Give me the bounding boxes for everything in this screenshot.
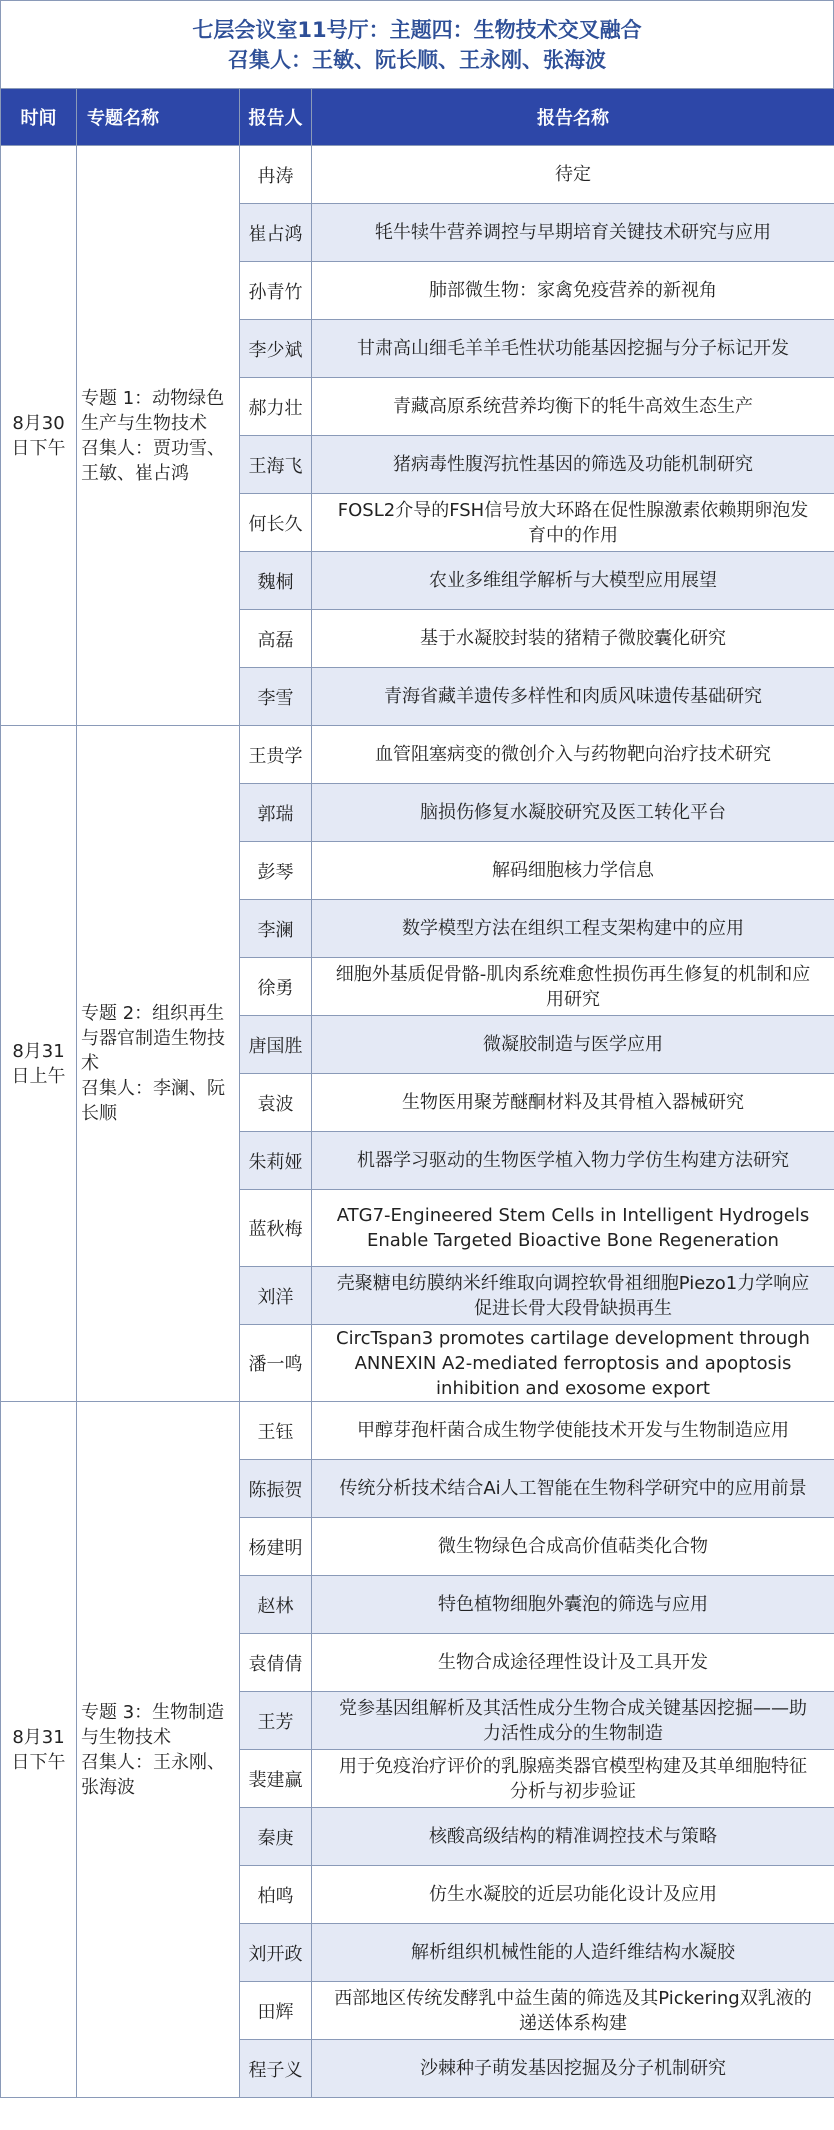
report-title — [312, 378, 834, 436]
report-title — [312, 726, 834, 784]
column-header-report: 报告名称 — [312, 89, 834, 146]
report-title-text: 用于免疫治疗评价的乳腺癌类器官模型构建及其单细胞特征 — [339, 1755, 807, 1777]
session-topic-text: 王敏、崔占鸿 — [81, 462, 189, 484]
column-header-topic: 专题名称 — [77, 89, 240, 146]
report-title — [312, 1982, 834, 2040]
report-title-text: 育中的作用 — [528, 524, 618, 546]
speaker-name: 袁波 — [240, 1074, 312, 1132]
speaker-name: 何长久 — [240, 494, 312, 552]
session-topic-text: 张海波 — [81, 1776, 135, 1798]
speaker-name: 孙青竹 — [240, 262, 312, 320]
speaker-name: 程子义 — [240, 2040, 312, 2098]
speaker-name: 刘开政 — [240, 1924, 312, 1982]
session-time-text: 日下午 — [11, 437, 66, 459]
report-title-text: 生物医用聚芳醚酮材料及其骨植入器械研究 — [402, 1092, 744, 1113]
report-title — [312, 204, 834, 262]
report-title-text: 待定 — [555, 164, 591, 185]
report-title-text: 微生物绿色合成高价值萜类化合物 — [438, 1536, 708, 1557]
speaker-name: 陈振贺 — [240, 1460, 312, 1518]
report-title-text: 核酸高级结构的精准调控技术与策略 — [429, 1826, 717, 1847]
session-topic-text: 召集人：贾功雪、 — [81, 437, 225, 459]
table-row — [1, 1402, 834, 1460]
report-title-text: Enable Targeted Bioactive Bone Regeneration — [367, 1230, 779, 1251]
session-topic-text: 与生物技术 — [81, 1726, 171, 1748]
report-title-text: 脑损伤修复水凝胶研究及医工转化平台 — [420, 802, 726, 823]
speaker-name: 袁倩倩 — [240, 1634, 312, 1692]
report-title — [312, 1016, 834, 1074]
session-topic-text: 专题 2：组织再生 — [81, 1003, 225, 1024]
speaker-name: 杨建明 — [240, 1518, 312, 1576]
table-row — [1, 146, 834, 204]
speaker-name: 唐国胜 — [240, 1016, 312, 1074]
report-title — [312, 1576, 834, 1634]
report-title-text: inhibition and exosome export — [436, 1377, 710, 1399]
report-title — [312, 842, 834, 900]
report-title — [312, 784, 834, 842]
report-title-text: 壳聚糖电纺膜纳米纤维取向调控软骨祖细胞Piezo1力学响应 — [336, 1272, 810, 1294]
session-topic — [77, 1402, 240, 2098]
report-title — [312, 2040, 834, 2098]
report-title — [312, 1866, 834, 1924]
report-title-text: 数学模型方法在组织工程支架构建中的应用 — [402, 918, 744, 939]
session-topic — [77, 146, 240, 726]
session-time-text: 日上午 — [11, 1065, 66, 1087]
report-title — [312, 552, 834, 610]
report-title-text: CircTspan3 promotes cartilage development through — [336, 1327, 810, 1349]
speaker-name: 刘洋 — [240, 1267, 312, 1325]
report-title — [312, 262, 834, 320]
report-title-text: 农业多维组学解析与大模型应用展望 — [429, 570, 717, 591]
speaker-name: 柏鸣 — [240, 1866, 312, 1924]
speaker-name: 王钰 — [240, 1402, 312, 1460]
session-time-text: 8月31 — [12, 1040, 65, 1062]
report-title-text: 青海省藏羊遗传多样性和肉质风味遗传基础研究 — [384, 686, 762, 707]
report-title — [312, 1325, 834, 1402]
speaker-name: 赵林 — [240, 1576, 312, 1634]
report-title-text: 机器学习驱动的生物医学植入物力学仿生构建方法研究 — [357, 1150, 789, 1171]
session-topic-text: 召集人：王永刚、 — [81, 1751, 225, 1773]
report-title — [312, 320, 834, 378]
page-title: 七层会议室11号厅：主题四：生物技术交叉融合 — [192, 18, 642, 42]
report-title — [312, 1924, 834, 1982]
speaker-name: 李澜 — [240, 900, 312, 958]
speaker-name: 冉涛 — [240, 146, 312, 204]
report-title — [312, 610, 834, 668]
report-title-text: 青藏高原系统营养均衡下的牦牛高效生态生产 — [393, 396, 753, 417]
report-title-text: 仿生水凝胶的近层功能化设计及应用 — [429, 1884, 717, 1905]
report-title-text: 传统分析技术结合Ai人工智能在生物科学研究中的应用前景 — [339, 1478, 807, 1499]
speaker-name: 郭瑞 — [240, 784, 312, 842]
report-title-text: 西部地区传统发酵乳中益生菌的筛选及其Pickering双乳液的 — [334, 1987, 812, 2009]
report-title-text: 猪病毒性腹泻抗性基因的筛选及功能机制研究 — [393, 454, 753, 475]
report-title — [312, 146, 834, 204]
speaker-name: 蓝秋梅 — [240, 1190, 312, 1267]
session-topic-text: 与器官制造生物技 — [81, 1028, 225, 1049]
conveners-line: 召集人：王敏、阮长顺、王永刚、张海波 — [228, 48, 606, 72]
schedule-table — [0, 88, 834, 2098]
report-title — [312, 1808, 834, 1866]
session-time — [1, 146, 77, 726]
speaker-name: 李少斌 — [240, 320, 312, 378]
report-title-text: ATG7-Engineered Stem Cells in Intelligent Hydrogels — [336, 1205, 810, 1226]
session-time-text: 8月30 — [12, 412, 65, 434]
report-title — [312, 1402, 834, 1460]
report-title-text: ANNEXIN A2-mediated ferroptosis and apoptosis — [354, 1352, 792, 1374]
speaker-name: 李雪 — [240, 668, 312, 726]
report-title — [312, 1074, 834, 1132]
report-title — [312, 1190, 834, 1267]
report-title — [312, 1460, 834, 1518]
report-title — [312, 1634, 834, 1692]
report-title-text: 分析与初步验证 — [510, 1780, 636, 1802]
report-title-text: 细胞外基质促骨骼-肌肉系统难愈性损伤再生修复的机制和应 — [335, 963, 811, 985]
report-title-text: 力活性成分的生物制造 — [483, 1722, 663, 1744]
session-topic-text: 召集人：李澜、阮 — [81, 1078, 225, 1099]
session-time — [1, 1402, 77, 2098]
session-topic-text: 生产与生物技术 — [81, 412, 207, 434]
session-topic-text: 专题 1：动物绿色 — [81, 387, 225, 409]
report-title-text: 基于水凝胶封装的猪精子微胶囊化研究 — [420, 628, 726, 649]
report-title-text: 肺部微生物：家禽免疫营养的新视角 — [429, 280, 717, 301]
report-title-text: 解码细胞核力学信息 — [492, 860, 654, 881]
speaker-name: 郝力壮 — [240, 378, 312, 436]
report-title — [312, 1750, 834, 1808]
speaker-name: 彭琴 — [240, 842, 312, 900]
speaker-name: 崔占鸿 — [240, 204, 312, 262]
report-title — [312, 900, 834, 958]
column-header-time: 时间 — [1, 89, 77, 146]
speaker-name: 潘一鸣 — [240, 1325, 312, 1402]
speaker-name: 秦庚 — [240, 1808, 312, 1866]
session-time — [1, 726, 77, 1402]
report-title-text: 党参基因组解析及其活性成分生物合成关键基因挖掘——助 — [339, 1697, 807, 1719]
speaker-name: 徐勇 — [240, 958, 312, 1016]
column-header-speaker: 报告人 — [240, 89, 312, 146]
report-title — [312, 1132, 834, 1190]
report-title-text: 生物合成途径理性设计及工具开发 — [438, 1652, 708, 1673]
report-title-text: 牦牛犊牛营养调控与早期培育关键技术研究与应用 — [375, 222, 771, 243]
report-title-text: 血管阻塞病变的微创介入与药物靶向治疗技术研究 — [375, 744, 771, 765]
report-title-text: 特色植物细胞外囊泡的筛选与应用 — [438, 1594, 708, 1615]
report-title — [312, 668, 834, 726]
session-topic — [77, 726, 240, 1402]
title-box — [0, 0, 834, 89]
report-title-text: 微凝胶制造与医学应用 — [483, 1034, 663, 1055]
session-time-text: 8月31 — [12, 1726, 65, 1748]
report-title — [312, 958, 834, 1016]
report-title-text: 递送体系构建 — [519, 2012, 627, 2034]
speaker-name: 王海飞 — [240, 436, 312, 494]
report-title — [312, 436, 834, 494]
session-topic-text: 术 — [81, 1053, 99, 1074]
speaker-name: 田辉 — [240, 1982, 312, 2040]
report-title — [312, 494, 834, 552]
speaker-name: 王贵学 — [240, 726, 312, 784]
report-title — [312, 1267, 834, 1325]
report-title-text: 甘肃高山细毛羊羊毛性状功能基因挖掘与分子标记开发 — [357, 338, 789, 359]
speaker-name: 裴建赢 — [240, 1750, 312, 1808]
speaker-name: 朱莉娅 — [240, 1132, 312, 1190]
speaker-name: 魏桐 — [240, 552, 312, 610]
session-topic-text: 专题 3：生物制造 — [81, 1701, 225, 1723]
report-title-text: FOSL2介导的FSH信号放大环路在促性腺激素依赖期卵泡发 — [337, 499, 809, 521]
session-topic-text: 长顺 — [81, 1103, 117, 1124]
speaker-name: 高磊 — [240, 610, 312, 668]
report-title — [312, 1692, 834, 1750]
table-row — [1, 726, 834, 784]
session-time-text: 日下午 — [11, 1751, 66, 1773]
report-title-text: 用研究 — [546, 988, 600, 1010]
report-title — [312, 1518, 834, 1576]
table-header-row — [1, 89, 834, 146]
speaker-name: 王芳 — [240, 1692, 312, 1750]
report-title-text: 甲醇芽孢杆菌合成生物学使能技术开发与生物制造应用 — [357, 1420, 789, 1441]
table-body — [1, 146, 834, 2098]
report-title-text: 促进长骨大段骨缺损再生 — [474, 1297, 672, 1319]
report-title-text: 沙棘种子萌发基因挖掘及分子机制研究 — [420, 2058, 726, 2079]
report-title-text: 解析组织机械性能的人造纤维结构水凝胶 — [411, 1942, 735, 1963]
